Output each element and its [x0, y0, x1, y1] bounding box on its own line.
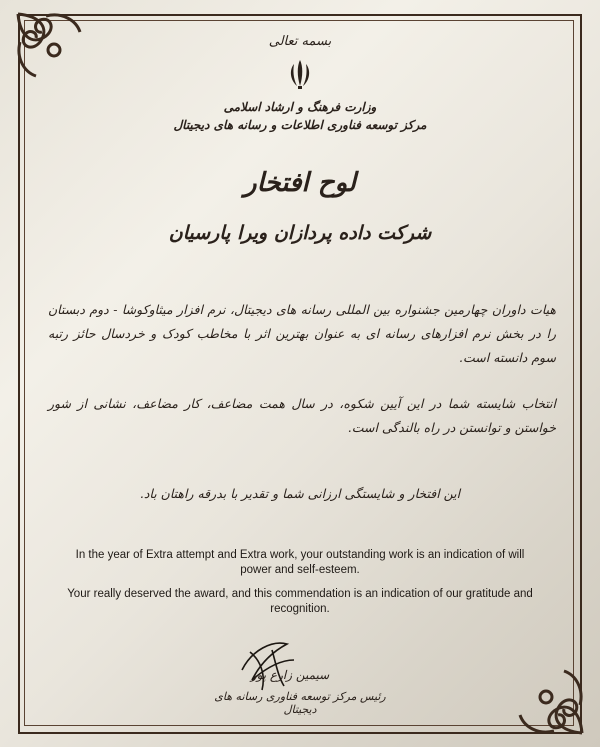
center-name: مرکز توسعه فناوری اطلاعات و رسانه های دیجیتال — [173, 118, 427, 132]
ornament-corner-bottom-right — [500, 651, 590, 741]
english-paragraph-2: Your really deserved the award, and this commendation is an indication of our gratitude and recognition. — [67, 588, 533, 615]
english-paragraph-1: In the year of Extra attempt and Extra work, your outstanding work is an indication of will power and self-esteem. — [75, 549, 525, 576]
ornament-corner-top-left — [10, 6, 100, 96]
signatory-title: رئیس مرکز توسعه فناوری رسانه های دیجیتال — [214, 690, 386, 716]
basmala: بسمه تعالی — [268, 34, 332, 49]
ministry-name: وزارت فرهنگ و ارشاد اسلامی — [223, 100, 377, 114]
signatory-name: سیمین زارع پور — [250, 668, 330, 682]
plaque-title: لوح افتخار — [244, 168, 356, 198]
persian-paragraph-3: این افتخار و شایستگی ارزانی شما و تقدیر با بدرقه راهتان باد. — [139, 486, 461, 501]
recipient-company: شرکت داده پردازان ویرا پارسیان — [168, 222, 432, 244]
persian-paragraph-1: هیات داوران چهارمین جشنواره بین المللی رسانه های دیجیتال، نرم افزار میثاوکوشا - دوم دبستان را در بخش نرم افزارهای رسانه ای به عنوان بهترین اثر با مخاطب کودک و خردسال حائز رتبه سوم دانسته است. — [48, 302, 556, 365]
persian-paragraph-2: انتخاب شایسته شما در این آیین شکوه، در سال همت مضاعف، کار مضاعف، نشانی از شور خواستن و توانستن در راه بالندگی است. — [48, 396, 556, 435]
emblem-icon — [285, 58, 315, 90]
